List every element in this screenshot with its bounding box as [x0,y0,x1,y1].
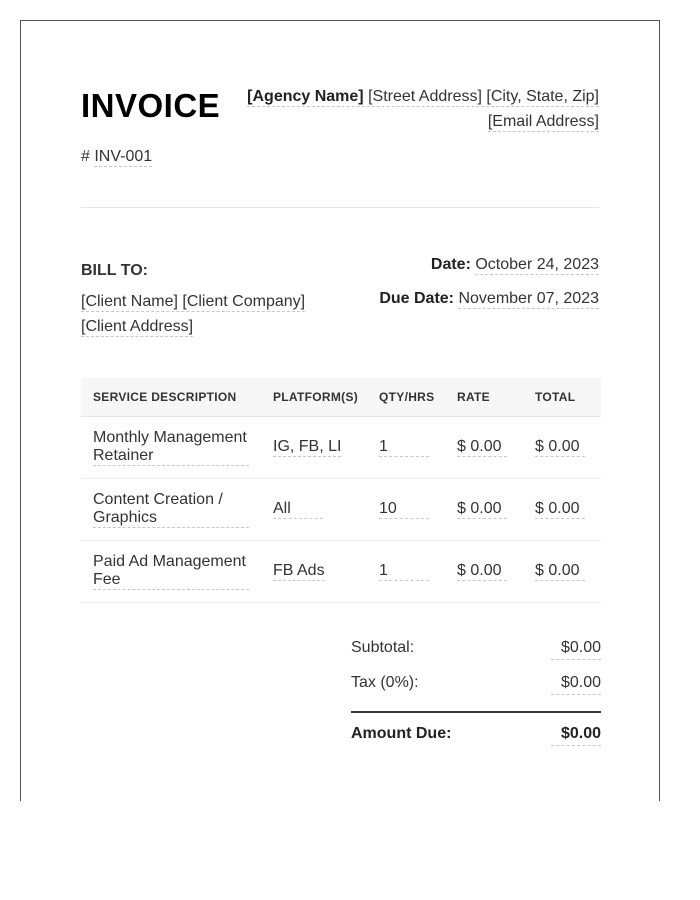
subtotal-row [351,639,601,674]
agency-address: [Street Address] [City, State, Zip] [368,88,599,105]
invoice-page [20,20,660,801]
row-qty[interactable]: 1 [379,562,429,581]
row-rate[interactable]: $ 0.00 [457,438,507,457]
client-address[interactable]: [Client Address] [81,318,194,335]
totals-section [351,639,601,760]
row-total[interactable]: $ 0.00 [535,438,585,457]
invoice-number-prefix: # [81,148,90,165]
row-description[interactable]: Content Creation / Graphics [93,491,249,528]
row-description[interactable]: Monthly Management Retainer [93,429,249,466]
date-row [299,256,599,274]
row-rate[interactable]: $ 0.00 [457,562,507,581]
header-divider [81,207,599,208]
invoice-number-row [81,148,152,166]
agency-line[interactable] [247,88,599,107]
tax-label: Tax (0%): [351,674,419,691]
row-total[interactable]: $ 0.00 [535,562,585,581]
row-platform[interactable]: All [273,500,323,519]
invoice-number[interactable]: INV-001 [94,148,153,165]
header-total: TOTAL [523,378,601,417]
header-service-description: SERVICE DESCRIPTION [81,378,261,417]
amount-due-label: Amount Due: [351,725,452,742]
dates-section [299,256,599,324]
row-platform[interactable]: FB Ads [273,562,325,579]
subtotal-label: Subtotal: [351,639,415,656]
amount-due-value: $0.00 [551,725,601,746]
client-company: [Client Company] [182,293,306,310]
invoice-title: INVOICE [81,87,221,124]
agency-email[interactable]: [Email Address] [487,113,599,130]
row-description[interactable]: Paid Ad Management Fee [93,553,249,590]
table-row [81,541,601,603]
table-header-row [81,378,601,417]
date-value[interactable]: October 24, 2023 [475,256,599,273]
amount-due-row [351,725,601,760]
row-qty[interactable]: 1 [379,438,429,457]
line-items-table [81,378,601,603]
row-rate[interactable]: $ 0.00 [457,500,507,519]
header-platforms: PLATFORM(S) [261,378,367,417]
due-date-row [299,290,599,308]
client-name: [Client Name] [81,293,178,310]
due-date-value[interactable]: November 07, 2023 [458,290,599,307]
agency-name: [Agency Name] [247,88,364,105]
header-qty-hrs: QTY/HRS [367,378,445,417]
date-label: Date: [430,256,471,273]
due-date-label: Due Date: [379,290,455,307]
tax-value[interactable]: $0.00 [551,674,601,695]
row-qty[interactable]: 10 [379,500,429,519]
agency-info [219,84,599,134]
table-row [81,479,601,541]
tax-row [351,674,601,709]
header-rate: RATE [445,378,523,417]
subtotal-value[interactable]: $0.00 [551,639,601,660]
row-platform[interactable]: IG, FB, LI [273,438,342,455]
table-row [81,417,601,479]
bill-to-label: BILL TO: [81,262,148,279]
totals-divider [351,711,601,713]
row-total[interactable]: $ 0.00 [535,500,585,519]
client-name-company[interactable] [81,293,305,312]
